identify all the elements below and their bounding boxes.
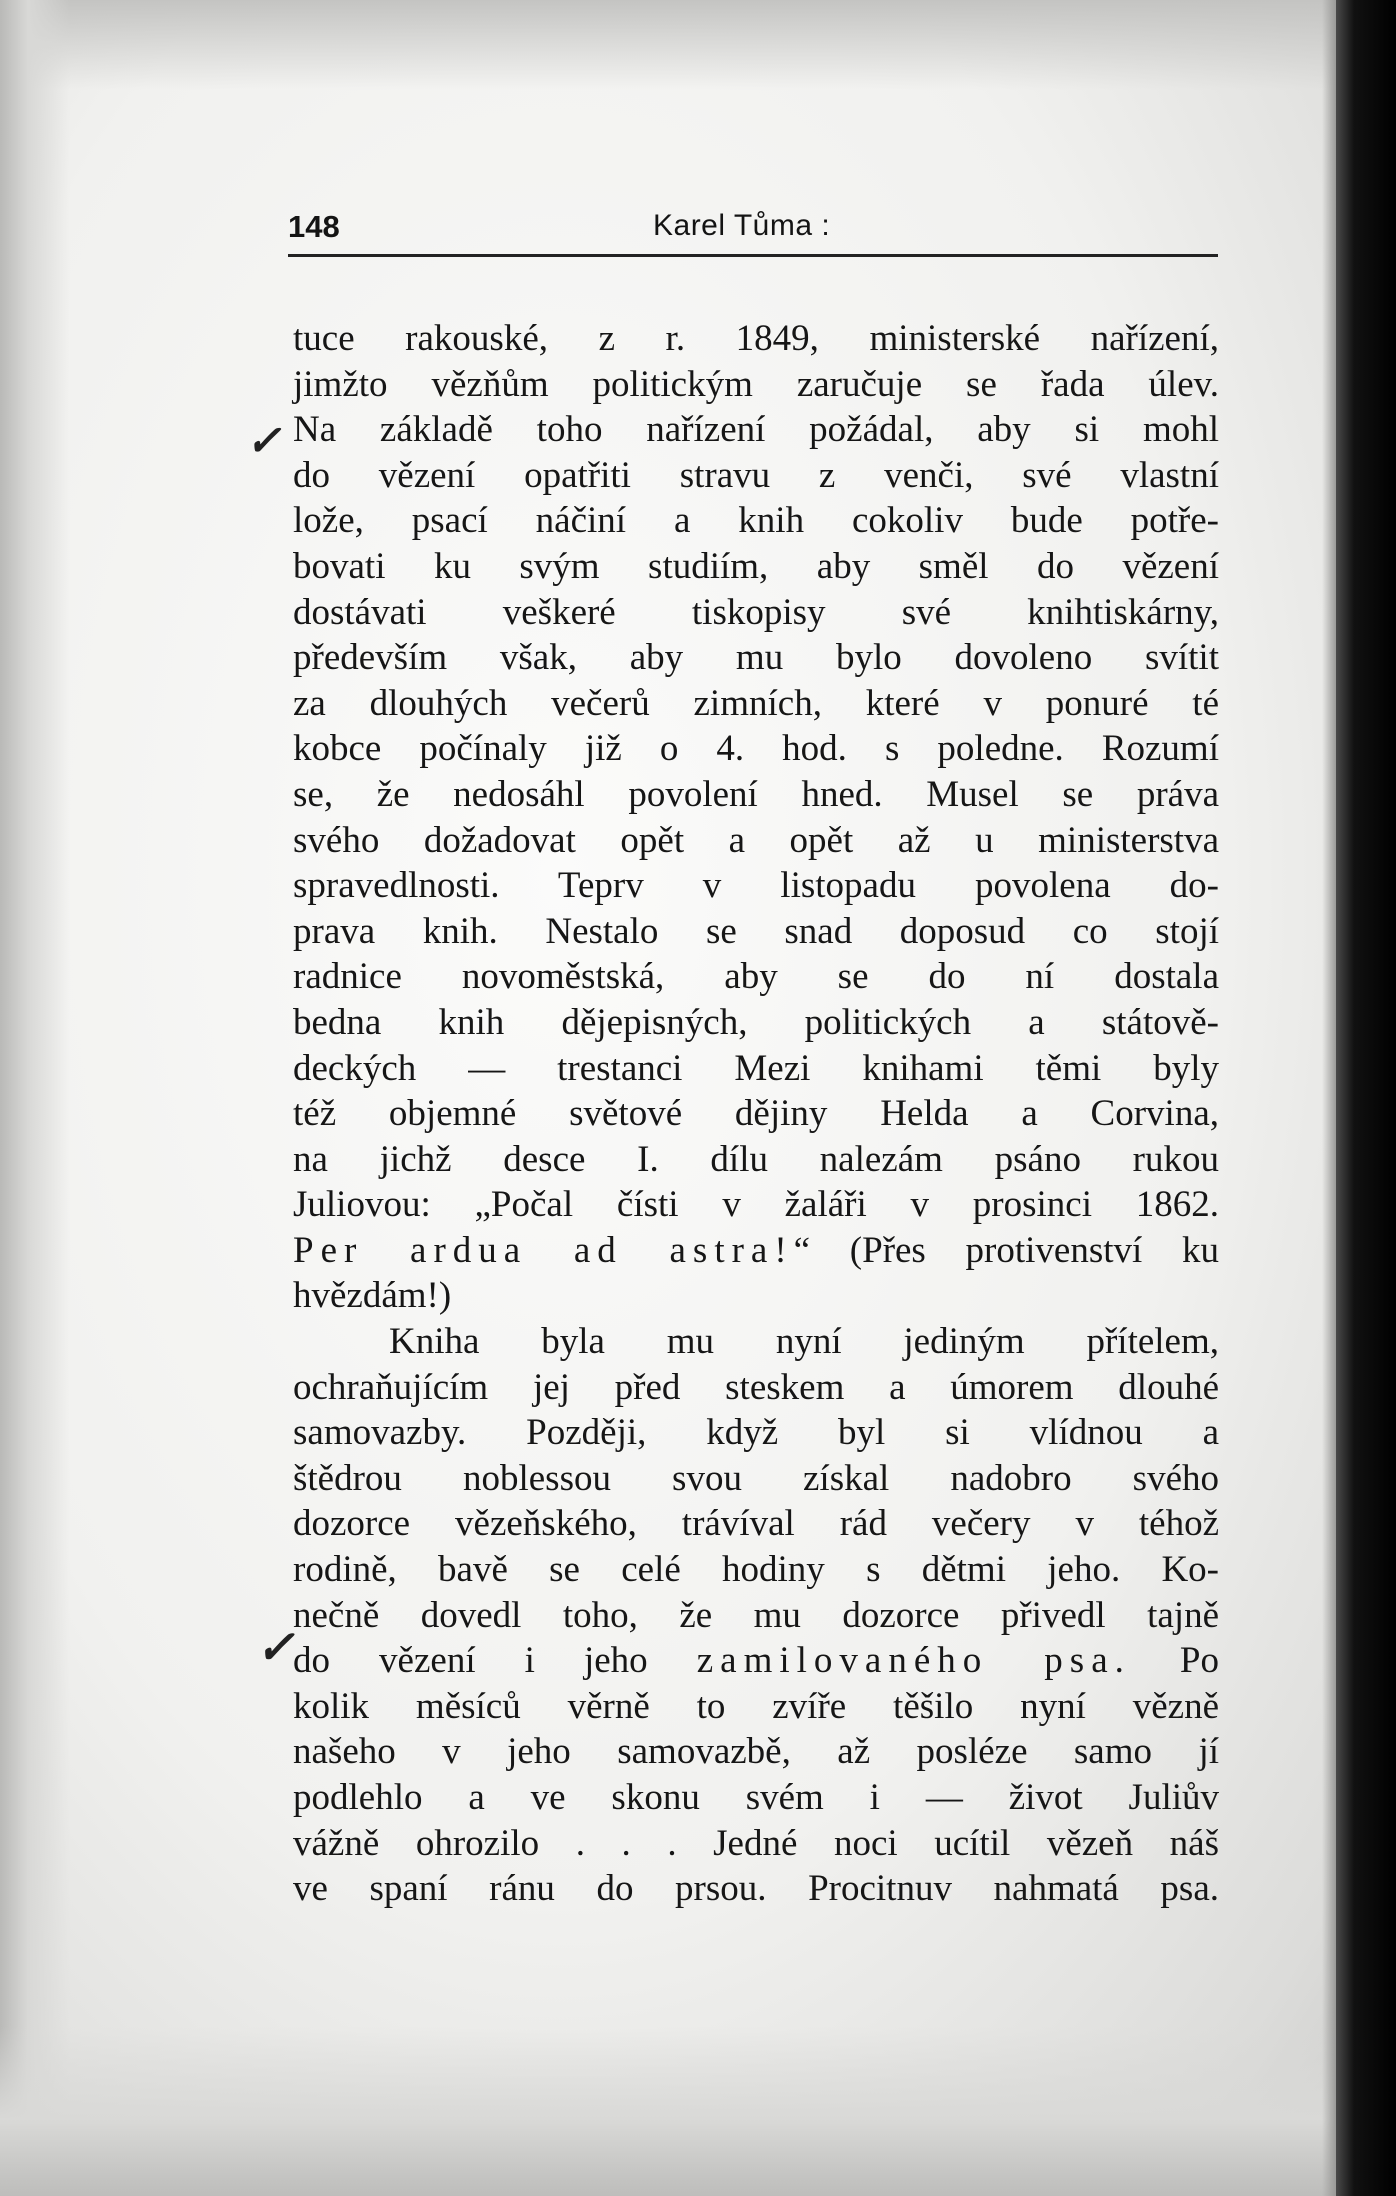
text-line: kobce počínaly již o 4. hod. s poledne. Rozumí [293, 728, 1219, 770]
paragraph-first-line: Kniha byla mu nyní jediným přítelem, [389, 1321, 1219, 1363]
text-line: se, že nedosáhl povolení hned. Musel se práva [293, 773, 1219, 815]
text-line [293, 1638, 1219, 1684]
text-line: dozorce vězeňského, trávíval rád večery v téhož [293, 1503, 1219, 1545]
running-head: Karel Tůma : [653, 209, 831, 242]
text-line: prava knih. Nestalo se snad doposud co stojí [293, 910, 1219, 952]
header-rule [288, 254, 1218, 257]
text-line: dostávati veškeré tiskopisy své knihtiskárny, [293, 591, 1219, 633]
spaced-emphasis: zamilovaného psa. [696, 1640, 1131, 1682]
text-fragment: “ (Přes protivenství ku [793, 1229, 1219, 1271]
book-spine [1336, 0, 1396, 2196]
text-line: štědrou noblessou svou získal nadobro svého [293, 1457, 1219, 1499]
text-line: Juliovou: „Počal čísti v žaláři v prosinci 1862. [293, 1184, 1219, 1226]
text-line: svého dožadovat opět a opět až u ministerstva [293, 819, 1219, 861]
page-number: 148 [288, 209, 340, 244]
page-bottom-shadow [0, 2026, 1396, 2196]
page-left-shadow [0, 0, 70, 2196]
text-line: deckých — trestanci Mezi knihami těmi byly [293, 1047, 1219, 1089]
text-line [293, 1228, 1219, 1274]
text-line: též objemné světové dějiny Helda a Corvina, [293, 1093, 1219, 1135]
body-text [293, 316, 1219, 1912]
text-line: Na základě toho nařízení požádal, aby si mohl [293, 409, 1219, 451]
text-line: jimžto vězňům politickým zaručuje se řada úlev. [293, 363, 1219, 405]
page-header [288, 205, 1218, 255]
text-line: za dlouhých večerů zimních, které v ponuré té [293, 682, 1219, 724]
text-fragment: do vězení i jeho [293, 1640, 648, 1682]
text-line: ochraňujícím jej před steskem a úmorem dlouhé [293, 1366, 1219, 1408]
text-line: podlehlo a ve skonu svém i — život Juliův [293, 1777, 1219, 1818]
text-line: tuce rakouské, z r. 1849, ministerské nařízení, [293, 318, 1219, 359]
text-line: bovati ku svým studiím, aby směl do vězení [293, 545, 1219, 587]
text-line: hvězdám!) [293, 1275, 452, 1317]
text-line: bedna knih dějepisných, politických a státově- [293, 1001, 1219, 1043]
spine-gradient [1322, 0, 1336, 2196]
text-line: samovazby. Později, když byl si vlídnou a [293, 1412, 1219, 1454]
page-top-shadow [0, 0, 1396, 90]
text-line: vážně ohrozilo . . . Jedné noci ucítil vězeň náš [293, 1822, 1219, 1864]
text-fragment: Po [1179, 1640, 1219, 1682]
spaced-quote: Per ardua ad astra! [293, 1229, 794, 1271]
text-line: rodině, bavě se celé hodiny s dětmi jeho. Ko- [293, 1549, 1219, 1591]
text-line: především však, aby mu bylo dovoleno svítit [293, 637, 1219, 679]
text-line: ve spaní ránu do prsou. Procitnuv nahmatá psa. [293, 1868, 1219, 1910]
text-line: radnice novoměstská, aby se do ní dostala [293, 956, 1219, 998]
text-line: spravedlnosti. Teprv v listopadu povolena do- [293, 865, 1219, 907]
text-line: do vězení opatřiti stravu z venči, své vlastní [293, 454, 1219, 496]
text-line: našeho v jeho samovazbě, až posléze samo jí [293, 1731, 1219, 1773]
margin-check-mark-icon: ✓ [246, 419, 282, 465]
text-line: na jichž desce I. dílu nalezám psáno rukou [293, 1138, 1219, 1180]
text-line: kolik měsíců věrně to zvíře těšilo nyní vězně [293, 1685, 1219, 1727]
text-line: nečně dovedl toho, že mu dozorce přivedl tajně [293, 1594, 1219, 1636]
margin-check-mark-icon: ✓ [256, 1622, 295, 1673]
text-line: lože, psací náčiní a knih cokoliv bude potře- [293, 500, 1219, 542]
